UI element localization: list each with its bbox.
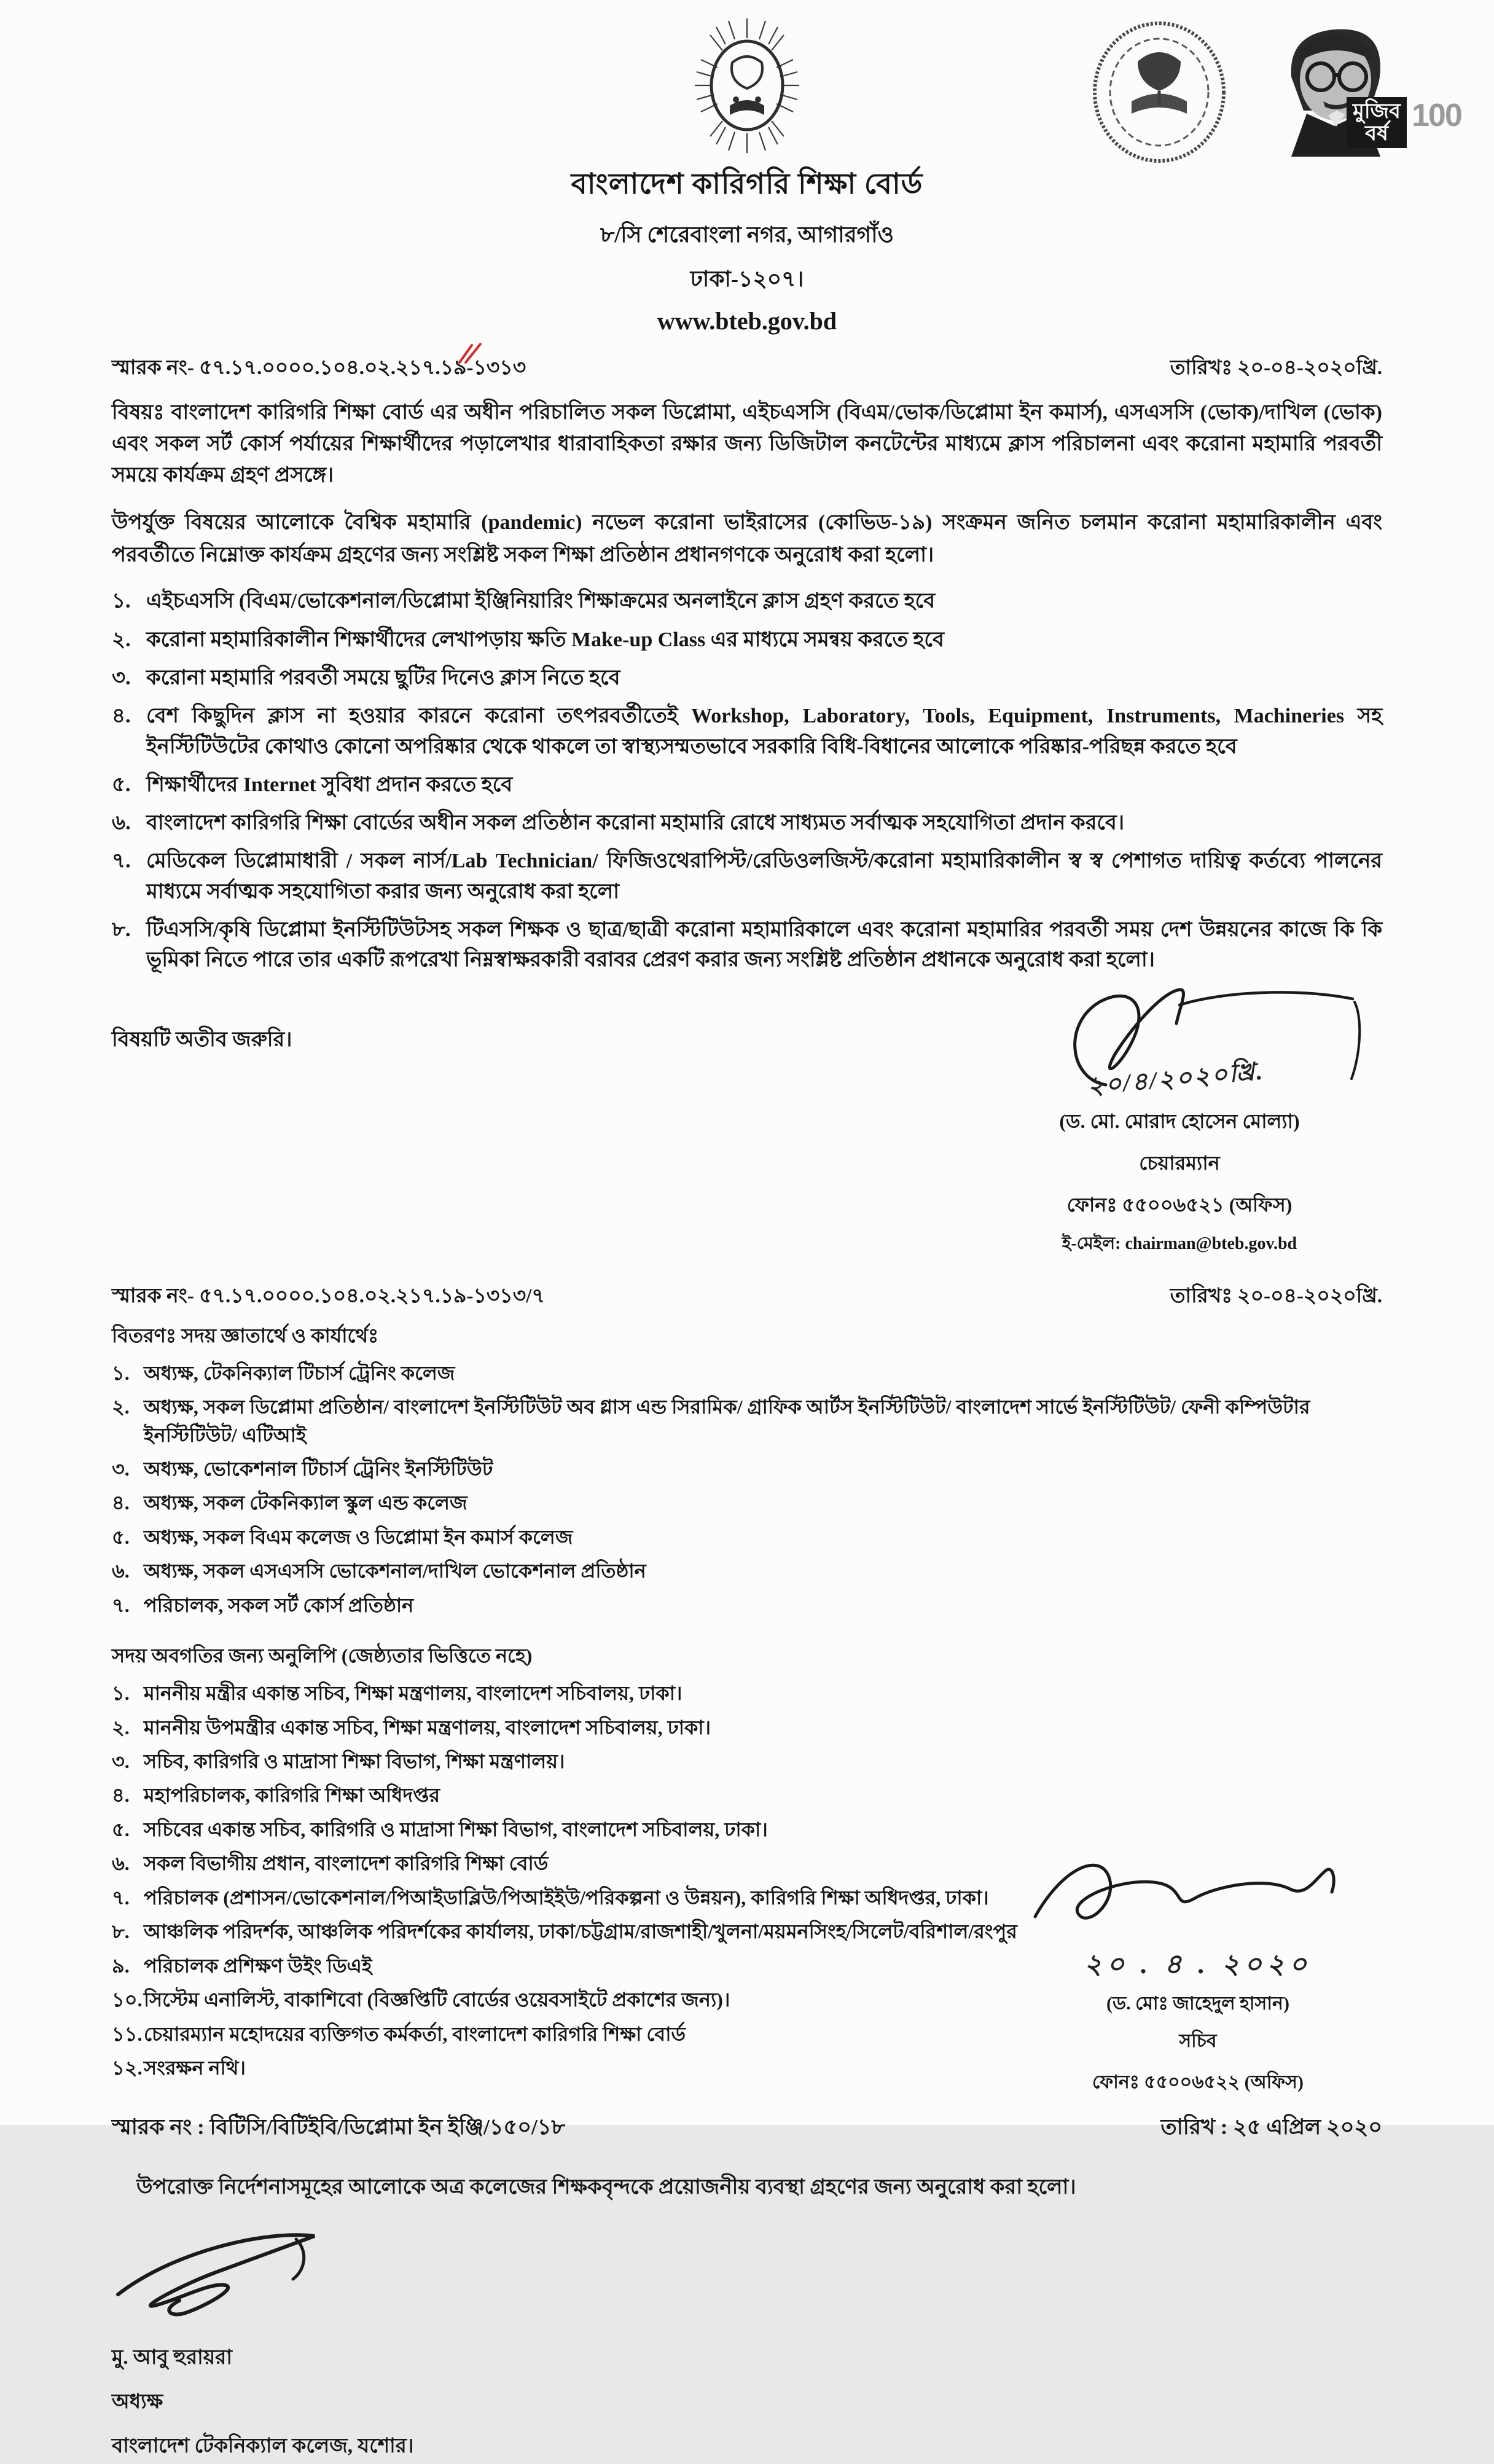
forwarding-note: উপরোক্ত নির্দেশনাসমূহের আলোকে অত্র কলেজের শিক্ষকবৃন্দকে প্রয়োজনীয় ব্যবস্থা গ্রহণের জন্য অনুরোধ করা হলো।: [136, 2176, 1076, 2199]
distribution-item: ১. অধ্যক্ষ, টেকনিক্যাল টিচার্স ট্রেনিং কলেজ: [112, 1361, 455, 1384]
mujib-100-number: 100: [1412, 98, 1461, 133]
chairman-signature-block: [977, 980, 1382, 1259]
cc-item: ৪. মহাপরিচালক, কারিগরি শিক্ষা অধিদপ্তর: [112, 1784, 440, 1807]
secretary-signature: [1026, 1843, 1345, 1947]
urgent-note: বিষয়টি অতীব জরুরি।: [112, 1028, 292, 1051]
handwritten-date-1: ২০/৪/২০২০খ্রি.: [1086, 1057, 1265, 1100]
distribution-heading: বিতরণঃ সদয় জ্ঞাতার্থে ও কার্যার্থেঃ: [112, 1324, 379, 1347]
subject-line: বিষয়ঃ বাংলাদেশ কারিগরি শিক্ষা বোর্ড এর অধীন পরিচালিত সকল ডিপ্লোমা, এইচএসসি (বিএম/ভোক/ডিপ্লোমা ইন কমার্স), এসএসসি (ভোক)/দাখিল (ভোক) এবং সকল সর্ট কোর্স পর্যায়ের শিক্ষার্থীদের পড়ালেখার ধারাবাহিকতা রক্ষার জন্য ডিজিটাল কনটেন্টের মাধ্যমে ক্লাস পরিচালনা এবং করোনা মহামারি পরবর্তী সময়ে কার্যক্রম গ্রহণ প্রসঙ্গে।: [112, 401, 1382, 487]
secretary-phone: ফোনঃ ৫৫০০৬৫২২ (অফিস): [1092, 2072, 1304, 2093]
distribution-item: ৭. পরিচালক, সকল সর্ট কোর্স প্রতিষ্ঠান: [112, 1594, 414, 1616]
secretary-signature-block: [1026, 1843, 1370, 2098]
distribution-item: ৫. অধ্যক্ষ, সকল বিএম কলেজ ও ডিপ্লোমা ইন কমার্স কলেজ: [112, 1525, 573, 1548]
mujib-badge-line2: বর্ষ: [1365, 122, 1388, 145]
cc-item: ১২. সংরক্ষন নথি।: [112, 2056, 246, 2079]
distribution-item: ৬. অধ্যক্ষ, সকল এসএসসি ভোকেশনাল/দাখিল ভোকেশনাল প্রতিষ্ঠান: [112, 1560, 646, 1582]
principal-signature: [112, 2227, 370, 2331]
memo-number-3: স্মারক নং : বিটিসি/বিটিইবি/ডিপ্লোমা ইন ইঞ্জি/১৫০/১৮: [112, 2115, 566, 2140]
cc-heading: সদয় অবগতির জন্য অনুলিপি (জেষ্ঠ্যতার ভিত্তিতে নহে): [112, 1645, 533, 1667]
directive-item: ৮. টিএসসি/কৃষি ডিপ্লোমা ইনস্টিটিউটসহ সকল শিক্ষক ও ছাত্র/ছাত্রী করোনা মহামারিকালে এবং করোনা মহামারির পরবর্তী সময় দেশ উন্নয়নের কাজে কি কি ভূমিকা নিতে পারে তার একটি রূপরেখা নিম্নস্বাক্ষরকারী বরাবর প্রেরণ করার জন্য সংশ্লিষ্ট প্রতিষ্ঠান প্রধানকে অনুরোধ করা হলো।: [112, 918, 1382, 972]
cc-item: ১১. চেয়ারম্যান মহোদয়ের ব্যক্তিগত কর্মকর্তা, বাংলাদেশ কারিগরি শিক্ষা বোর্ড: [112, 2022, 686, 2045]
letterhead: [112, 14, 1382, 335]
principal-signature-block: [112, 2227, 1382, 2464]
distribution-list: [112, 1359, 1382, 1620]
org-name: বাংলাদেশ কারিগরি শিক্ষা বোর্ড: [571, 168, 923, 200]
mujib-badge-line1: মুজিব: [1353, 100, 1401, 123]
cc-item: ১০. সিস্টেম এনালিস্ট, বাকাশিবো (বিজ্ঞপ্তিটি বোর্ডের ওয়েবসাইটে প্রকাশের জন্য)।: [112, 1989, 730, 2011]
directives-list: [112, 586, 1382, 975]
cc-item: ১. মাননীয় মন্ত্রীর একান্ত সচিব, শিক্ষা মন্ত্রণালয়, বাংলাদেশ সচিবালয়, ঢাকা।: [112, 1682, 682, 1705]
cc-list: [112, 1680, 1064, 2082]
distribution-item: ৩. অধ্যক্ষ, ভোকেশনাল টিচার্স ট্রেনিং ইনস্টিটিউট: [112, 1457, 493, 1480]
distribution-item: ৪. অধ্যক্ষ, সকল টেকনিক্যাল স্কুল এন্ড কলেজ: [112, 1492, 467, 1514]
principal-org: বাংলাদেশ টেকনিক্যাল কলেজ, যশোর।: [112, 2435, 414, 2458]
distribution-item: ২. অধ্যক্ষ, সকল ডিপ্লোমা প্রতিষ্ঠান/ বাংলাদেশ ইনস্টিটিউট অব গ্লাস এন্ড সিরামিক/ গ্রাফিক আর্টস ইনস্টিটিউট/ বাংলাদেশ সার্ভে ইনস্টিটিউট/ ফেনী কম্পিউটার ইনস্টিটিউট/ এটিআই: [112, 1396, 1310, 1446]
secretary-name: (ড. মোঃ জাহেদুল হাসান): [1106, 1993, 1289, 2014]
cc-item: ৩. সচিব, কারিগরি ও মাদ্রাসা শিক্ষা বিভাগ, শিক্ষা মন্ত্রণালয়।: [112, 1750, 565, 1773]
cc-section: [112, 1640, 1382, 2093]
signature-row-1: [112, 980, 1382, 1259]
cc-item: ৭. পরিচালক (প্রশাসন/ভোকেশনাল/পিআইডাব্লিউ/পিআইইউ/পরিকল্পনা ও উন্নয়ন), কারিগরি শিক্ষা অধিদপ্তর, ঢাকা।: [112, 1886, 989, 1909]
cc-item: ৮. আঞ্চলিক পরিদর্শক, আঞ্চলিক পরিদর্শকের কার্যালয়, ঢাকা/চট্টগ্রাম/রাজশাহী/খুলনা/ময়মনসিংহ/সিলেট/বরিশাল/রংপুর: [112, 1920, 1017, 1943]
bteb-monogram-seal-icon: [673, 14, 821, 158]
directive-item: ৭. মেডিকেল ডিপ্লোমাধারী / সকল নার্স/Lab Technician/ ফিজিওথেরাপিস্ট/রেডিওলজিস্ট/করোনা মহামারিকালীন স্ব স্ব পেশাগত দায়িত্ব কর্তব্যে পালনের মাধ্যমে সর্বাত্মক সহযোগিতা করার জন্য অনুরোধ করা হলো: [112, 850, 1382, 903]
org-address-line1: ৮/সি শেরেবাংলা নগর, আগারগাঁও: [600, 222, 894, 247]
cc-item: ৯. পরিচালক প্রশিক্ষণ উইং ডিএই: [112, 1954, 372, 1977]
cc-item: ৬. সকল বিভাগীয় প্রধান, বাংলাদেশ কারিগরি শিক্ষা বোর্ড: [112, 1852, 549, 1875]
memo-row-1: [112, 351, 1382, 386]
letter-date-3: তারিখ : ২৫ এপ্রিল ২০২০: [1160, 2115, 1382, 2140]
chairman-email: ই-মেইল: chairman@bteb.gov.bd: [1062, 1234, 1297, 1253]
directive-item: ২. করোনা মহামারিকালীন শিক্ষার্থীদের লেখাপড়ায় ক্ষতি Make-up Class এর মাধ্যমে সমন্বয় করতে হবে: [112, 628, 944, 651]
directive-item: ৪. বেশ কিছুদিন ক্লাস না হওয়ার কারনে করোনা তৎপরবর্তীতেই Workshop, Laboratory, Tools, Equipment, Instruments, Machineries সহ ইনস্টিটিউটের কোথাও কোনো অপরিষ্কার থেকে থাকলে তা স্বাস্থ্যসম্মতভাবে সরকারি বিধি-বিধানের আলোকে পরিষ্কার-পরিছন্ন করতে হবে: [112, 705, 1382, 758]
memo-row-2: [112, 1280, 1382, 1314]
cc-item: ৫. সচিবের একান্ত সচিব, কারিগরি ও মাদ্রাসা শিক্ষা বিভাগ, বাংলাদেশ সচিবালয়, ঢাকা।: [112, 1818, 768, 1840]
directive-item: ১. এইচএসসি (বিএম/ভোকেশনাল/ডিপ্লোমা ইঞ্জিনিয়ারিং শিক্ষাক্রমের অনলাইনে ক্লাস গ্রহণ করতে হবে: [112, 590, 936, 613]
memo-row-3: [112, 2110, 1382, 2146]
secretary-title: সচিব: [1179, 2031, 1217, 2052]
letter-date-2: তারিখঃ ২০-০৪-২০২০খ্রি.: [1170, 1285, 1382, 1307]
principal-title: অধ্যক্ষ: [112, 2391, 163, 2414]
directive-item: ৫. শিক্ষার্থীদের Internet সুবিধা প্রদান করতে হবে: [112, 773, 513, 796]
cc-item: ২. মাননীয় উপমন্ত্রীর একান্ত সচিব, শিক্ষা মন্ত্রণালয়, বাংলাদেশ সচিবালয়, ঢাকা।: [112, 1716, 711, 1738]
handwritten-date-2: ২০ . ৪ . ২০২০: [1084, 1949, 1312, 1980]
letter-date-1: তারিখঃ ২০-০৪-২০২০খ্রি.: [1170, 357, 1382, 379]
memo-number-2: স্মারক নং- ৫৭.১৭.০০০০.১০৪.০২.২১৭.১৯-১৩১৩/৭: [112, 1285, 545, 1307]
memo-number-1: স্মারক নং- ৫৭.১৭.০০০০.১০৪.০২.২১৭.১৯-১৩১৩: [112, 357, 526, 379]
directive-item: ৬. বাংলাদেশ কারিগরি শিক্ষা বোর্ডের অধীন সকল প্রতিষ্ঠান করোনা মহামারি রোধে সাধ্যমত সর্বাত্মক সহযোগিতা প্রদান করবে।: [112, 812, 1125, 835]
org-website: www.bteb.gov.bd: [657, 307, 837, 335]
chairman-phone: ফোনঃ ৫৫০০৬৫২১ (অফিস): [1066, 1193, 1293, 1216]
chairman-name: (ড. মো. মোরাদ হোসেন মোল্যা): [1059, 1109, 1300, 1132]
chairman-title: চেয়ারম্যান: [1139, 1151, 1220, 1174]
red-tick-mark-icon: [456, 342, 484, 366]
org-address-line2: ঢাকা-১২০৭।: [690, 267, 804, 291]
principal-name: মু. আবু হুরায়রা: [112, 2347, 232, 2369]
directive-item: ৩. করোনা মহামারি পরবর্তী সময়ে ছুটির দিনেও ক্লাস নিতে হবে: [112, 666, 620, 689]
intro-paragraph: উপর্যুক্ত বিষয়ের আলোকে বৈশ্বিক মহামারি (pandemic) নভেল করোনা ভাইরাসের (কোভিড-১৯) সংক্রমন জনিত চলমান করোনা মহামারিকালীন এবং পরবর্তীতে নিম্নোক্ত কার্যক্রম গ্রহণের জন্য সংশ্লিষ্ট সকল শিক্ষা প্রতিষ্ঠান প্রধানগণকে অনুরোধ করা হলো।: [112, 511, 1382, 566]
